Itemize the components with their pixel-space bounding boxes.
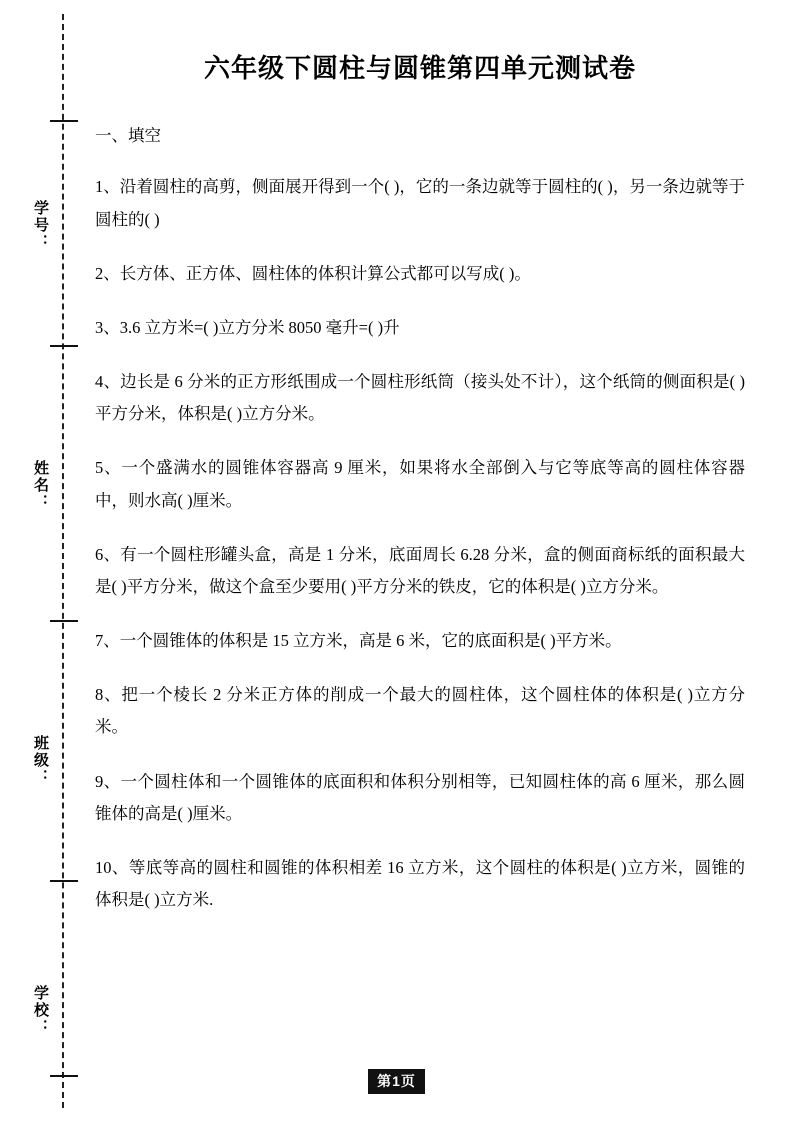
question-item: 9、一个圆柱体和一个圆锥体的底面积和体积分别相等，已知圆柱体的高 6 厘米，那么圆锥体的高是( )厘米。	[95, 771, 745, 823]
question-item: 6、有一个圆柱形罐头盒，高是 1 分米，底面周长 6.28 分米，盒的侧面商标纸的面积最大是( )平方分米，做这个盒至少要用( )平方分米的铁皮，它的体积是( )立方分米。	[95, 544, 745, 596]
side-label-class: 班级：	[32, 735, 49, 786]
question-item: 7、一个圆锥体的体积是 15 立方米，高是 6 米，它的底面积是( )平方米。	[95, 631, 622, 651]
side-label-student-id: 学号：	[32, 200, 49, 251]
question-item: 1、沿着圆柱的高剪，侧面展开得到一个( )，它的一条边就等于圆柱的( )，另一条边就等于圆柱的( )	[95, 177, 745, 229]
divider-tick	[50, 345, 78, 347]
page-title: 六年级下圆柱与圆锥第四单元测试卷	[203, 53, 636, 83]
paper-content	[95, 0, 745, 916]
divider-tick	[50, 880, 78, 882]
question-item: 5、一个盛满水的圆锥体容器高 9 厘米，如果将水全部倒入与它等底等高的圆柱体容器中，则水高( )厘米。	[95, 458, 745, 510]
binding-dashed-line	[62, 14, 64, 1108]
page-footer	[0, 1069, 793, 1094]
divider-tick	[50, 120, 78, 122]
side-label-school: 学校：	[32, 985, 49, 1036]
divider-tick	[50, 620, 78, 622]
section-heading-fill-in-blank: 一、填空	[95, 126, 161, 145]
question-item: 3、3.6 立方米=( )立方分米 8050 毫升=( )升	[95, 317, 400, 337]
side-label-name: 姓名：	[32, 460, 49, 511]
side-label-column	[22, 0, 62, 1122]
question-item: 2、长方体、正方体、圆柱体的体积计算公式都可以写成( )。	[95, 263, 531, 283]
page-number-badge: 第1页	[368, 1069, 425, 1094]
question-item: 4、边长是 6 分米的正方形纸围成一个圆柱形纸筒（接头处不计），这个纸筒的侧面积是( )平方分米，体积是( )立方分米。	[95, 372, 745, 424]
question-item: 10、等底等高的圆柱和圆锥的体积相差 16 立方米，这个圆柱的体积是( )立方米，圆锥的体积是( )立方米.	[95, 857, 745, 910]
question-item: 8、把一个棱长 2 分米正方体的削成一个最大的圆柱体，这个圆柱体的体积是( )立方分米。	[95, 685, 745, 737]
